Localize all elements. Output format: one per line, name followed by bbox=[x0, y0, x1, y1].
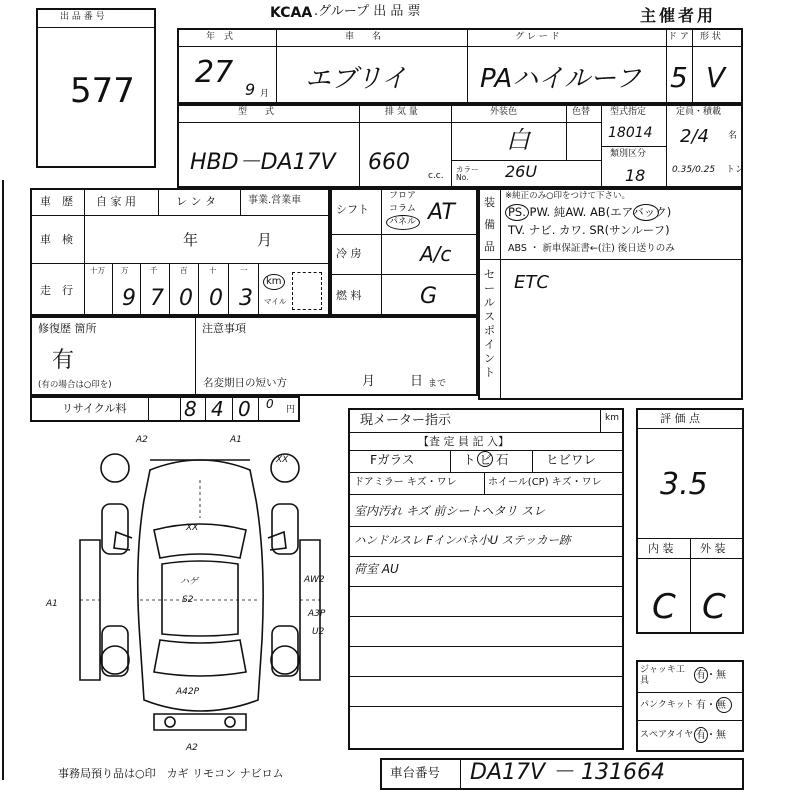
grade-label: グ レ ー ド bbox=[515, 32, 560, 42]
glass-opts: ト ビ 石 bbox=[463, 452, 509, 467]
chassis-label: 車台番号 bbox=[390, 765, 441, 780]
year-label: 年 式 bbox=[206, 32, 234, 42]
history-opt3: 事業.営業車 bbox=[248, 195, 302, 206]
logo: KCAA bbox=[270, 5, 313, 21]
recycle-digit-1: 8 bbox=[184, 397, 197, 421]
history-opt1: 自 家 用 bbox=[96, 195, 136, 208]
glass-opt2: ヒビワレ bbox=[546, 452, 597, 467]
equipment-note: ※純正のみ○印をつけて下さい。 bbox=[505, 191, 631, 201]
load-value: 0.35/0.25 bbox=[672, 165, 716, 175]
interior-label: 内 装 bbox=[648, 542, 674, 555]
glass-label: Fガラス bbox=[370, 452, 415, 467]
mark-xx-right: XX bbox=[276, 455, 289, 465]
spare-value: 有・無 bbox=[696, 730, 726, 741]
ab-circle bbox=[633, 204, 659, 221]
type-cert-value: 18014 bbox=[608, 125, 653, 141]
note-line-3: 荷室 AU bbox=[354, 562, 399, 576]
doors-label: ド ア bbox=[668, 32, 689, 42]
equipment-line1: PS. PW. 純AW. AB(エアバック) bbox=[508, 205, 672, 219]
mark-a2-bottom: A2 bbox=[186, 743, 198, 753]
car-diagram bbox=[46, 435, 330, 753]
model-value: HBD－DA17V bbox=[190, 150, 336, 175]
puncture-circle bbox=[716, 697, 732, 713]
mark-a42p: A42P bbox=[176, 687, 200, 697]
digit-5: 0 bbox=[209, 286, 223, 311]
inspection-month: 月 bbox=[257, 231, 273, 249]
digit-2: 9 bbox=[122, 286, 136, 311]
score-label: 評 価 点 bbox=[660, 412, 700, 425]
equipment-line2: TV. ナビ. カワ. SR(サンルーフ) bbox=[508, 223, 670, 237]
month-unit: 月 bbox=[260, 89, 270, 99]
capacity-value: 2/4 bbox=[680, 126, 709, 147]
mileage-label: 走 行 bbox=[40, 284, 73, 297]
year-value: 27 bbox=[195, 55, 234, 90]
repair-note: (有の場合は○印を) bbox=[38, 380, 112, 390]
meter-label: 現メーター指示 bbox=[360, 413, 452, 428]
car-name: エブリイ bbox=[305, 64, 408, 94]
puncture-label: パンクキット bbox=[640, 700, 694, 710]
digit-label-6: 一 bbox=[240, 266, 248, 275]
color-value: 白 bbox=[506, 126, 530, 154]
model-label: 型 式 bbox=[238, 107, 275, 117]
capacity-unit: 名 bbox=[728, 131, 738, 141]
digit-label-1: 十万 bbox=[90, 266, 105, 275]
deadline-label: 名変期日の短い方 bbox=[203, 377, 287, 389]
repair-label: 修復歴 箇所 bbox=[38, 322, 97, 335]
spare-circle bbox=[694, 727, 708, 743]
jack-label: ジャッキ工具 bbox=[640, 665, 685, 686]
ac-label: 冷 房 bbox=[336, 247, 362, 260]
ac-value: A/c bbox=[420, 242, 452, 266]
month-value: 9 bbox=[245, 80, 256, 99]
mark-a1-top: A1 bbox=[230, 435, 242, 445]
mark-s2: S2 bbox=[182, 595, 194, 605]
office-note: 事務局預り品は○印 カギ リモコン ナビロム bbox=[58, 767, 284, 780]
recycle-digit-2: 4 bbox=[211, 397, 224, 421]
recycle-digit-4: 0 bbox=[266, 397, 274, 411]
inspection-year: 年 bbox=[183, 231, 199, 249]
binding-edge bbox=[2, 180, 4, 780]
shift-label: シフト bbox=[336, 203, 369, 216]
shift-value: AT bbox=[428, 200, 455, 225]
repair-value: 有 bbox=[52, 348, 75, 373]
exterior-label: 外 装 bbox=[700, 542, 726, 555]
note-line-1: 室内汚れ キズ 前シートヘタリ スレ bbox=[354, 504, 546, 518]
form-title: .グループ 出 品 票 bbox=[314, 4, 421, 19]
recycle-digit-3: 0 bbox=[238, 397, 251, 421]
load-unit: トン bbox=[726, 165, 745, 175]
sales-value: ETC bbox=[514, 272, 549, 293]
shift-floor: フロア bbox=[389, 191, 417, 201]
fuel-label: 燃 料 bbox=[336, 289, 362, 302]
grade-value: PAハイルーフ bbox=[480, 64, 641, 94]
jack-circle bbox=[694, 667, 708, 683]
mark-a3p: A3P bbox=[308, 609, 326, 619]
sales-label: セールスポイント bbox=[484, 268, 495, 379]
jack-value: 有・無 bbox=[696, 670, 726, 681]
lot-number-label: 出 品 番 号 bbox=[60, 12, 105, 22]
digit-label-2: 万 bbox=[121, 266, 129, 275]
digit-4: 0 bbox=[179, 286, 193, 311]
equipment-line3: ABS ・ 新車保証書←(注) 後日送りのみ bbox=[508, 243, 675, 254]
spare-label: スペアタイヤ bbox=[640, 730, 694, 740]
type-cert-label: 型式指定 bbox=[610, 107, 647, 117]
trim-label: 色替 bbox=[572, 107, 591, 117]
lot-number: 577 bbox=[70, 71, 135, 111]
exterior-value: C bbox=[702, 587, 726, 627]
puncture-value: 有・無 bbox=[696, 700, 726, 711]
wheel-label: ホイール(CP) キズ・ワレ bbox=[488, 477, 602, 488]
color-label: 外装色 bbox=[490, 107, 518, 117]
glass-chip-circle bbox=[477, 451, 493, 467]
mileage-extra-box bbox=[292, 272, 322, 310]
fuel-value: G bbox=[420, 284, 438, 309]
color-no-label: カラー No. bbox=[456, 165, 479, 182]
mark-aw2: AW2 bbox=[304, 575, 325, 585]
inspection-label: 車 検 bbox=[40, 233, 73, 246]
km-label: km bbox=[266, 276, 282, 287]
shape-label: 形 状 bbox=[700, 32, 721, 42]
digit-label-4: 百 bbox=[180, 266, 188, 275]
shape-value: V bbox=[706, 61, 726, 94]
score-value: 3.5 bbox=[660, 467, 708, 502]
doors-value: 5 bbox=[670, 61, 688, 94]
chassis-value: DA17V － 131664 bbox=[470, 760, 666, 785]
mile-label: マイル bbox=[264, 297, 287, 306]
name-label: 車 名 bbox=[345, 32, 382, 42]
deadline-day: 日 bbox=[410, 374, 424, 389]
deadline-suffix: まで bbox=[428, 379, 447, 389]
displacement-value: 660 bbox=[368, 150, 410, 175]
cc-unit: c.c. bbox=[428, 171, 444, 181]
mark-a1-left: A1 bbox=[46, 599, 58, 609]
digit-label-5: 十 bbox=[209, 266, 217, 275]
mark-xx-roof: XX bbox=[186, 523, 199, 533]
ps-circle bbox=[505, 204, 529, 221]
mark-hage: ハゲ bbox=[180, 577, 199, 587]
shift-column: コラム bbox=[389, 204, 416, 214]
shift-panel: パネル bbox=[389, 217, 417, 227]
color-no: 26U bbox=[505, 162, 538, 181]
caution-label: 注意事項 bbox=[202, 322, 246, 335]
deadline-month: 月 bbox=[362, 374, 376, 389]
capacity-label: 定員・積載 bbox=[676, 107, 722, 117]
history-label: 車 歴 bbox=[40, 195, 73, 208]
class-value: 18 bbox=[625, 166, 646, 185]
digit-3: 7 bbox=[150, 286, 164, 311]
equipment-label: 装備品 bbox=[484, 196, 495, 253]
recycle-unit: 円 bbox=[286, 405, 296, 415]
recycle-label: リサイクル料 bbox=[62, 402, 127, 415]
mirror-label: ドアミラー キズ・ワレ bbox=[354, 477, 457, 488]
note-line-2: ハンドルスレ Fインパネ小U ステッカー跡 bbox=[354, 533, 571, 547]
meter-unit: km bbox=[605, 413, 619, 423]
mark-a2-top: A2 bbox=[136, 435, 148, 445]
digit-6: 3 bbox=[239, 286, 253, 311]
digit-label-3: 千 bbox=[150, 266, 158, 275]
inspector-title: 【査 定 員 記 入】 bbox=[418, 435, 509, 448]
class-label: 類別区分 bbox=[610, 149, 647, 159]
panel-circle bbox=[386, 215, 420, 230]
history-opt2: レ ン タ bbox=[176, 195, 216, 208]
organizer-label: 主催者用 bbox=[640, 6, 717, 25]
interior-value: C bbox=[652, 587, 676, 627]
mark-u2: U2 bbox=[312, 627, 325, 637]
displacement-label: 排 気 量 bbox=[385, 107, 418, 117]
